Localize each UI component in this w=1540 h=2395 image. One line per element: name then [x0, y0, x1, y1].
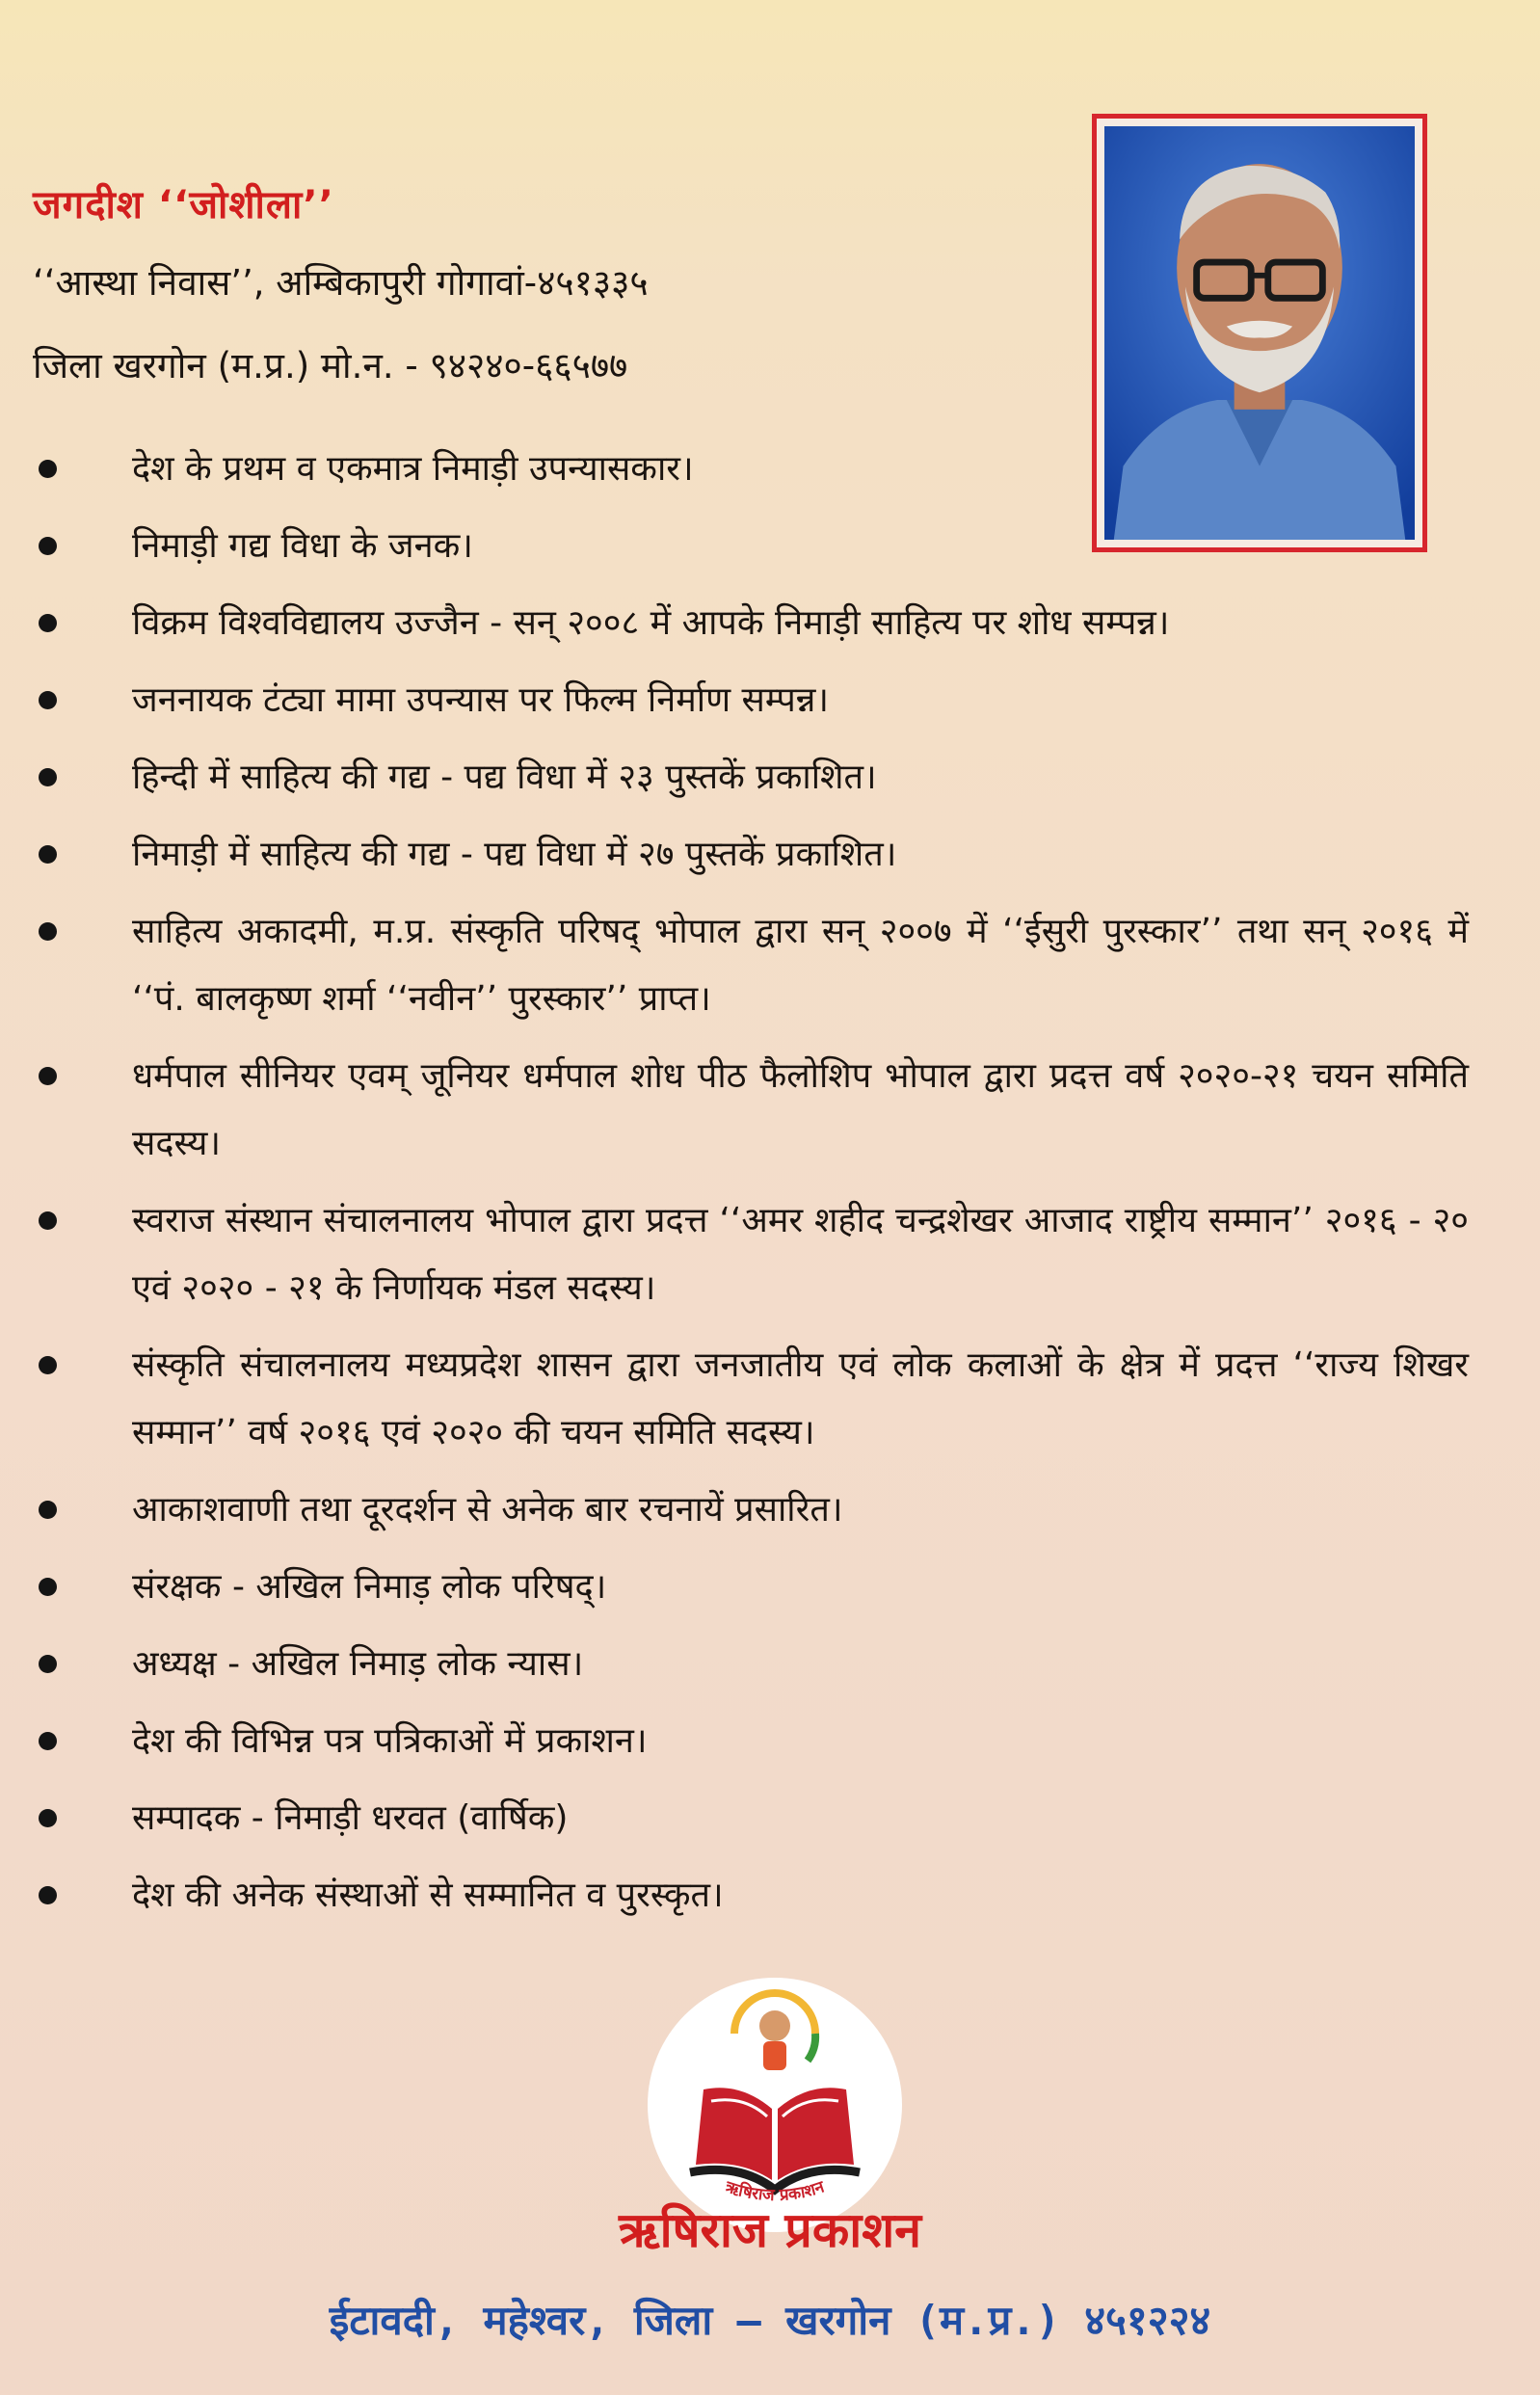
bullet-dot-icon	[39, 922, 57, 941]
achievements-list	[0, 436, 1540, 1939]
bullet-dot-icon	[39, 845, 57, 864]
publisher-name: ऋषिराज प्रकाशन	[619, 2201, 921, 2258]
bullet-dot-icon	[39, 614, 57, 632]
list-item-text: देश के प्रथम व एकमात्र निमाड़ी उपन्यासकार।	[132, 449, 694, 489]
bullet-dot-icon	[39, 1501, 57, 1519]
list-item-text: हिन्दी में साहित्य की गद्य - पद्य विधा में २३ पुस्तकें प्रकाशित।	[132, 758, 877, 797]
bullet-dot-icon	[39, 768, 57, 786]
list-item	[0, 1332, 1540, 1467]
list-item	[0, 590, 1540, 657]
list-item	[0, 898, 1540, 1033]
list-item-text: धर्मपाल सीनियर एवम् जूनियर धर्मपाल शोध पीठ फैलोशिप भोपाल द्वारा प्रदत्त वर्ष २०२०-२१ चयन समिति सदस्य।	[132, 1056, 1469, 1163]
bullet-dot-icon	[39, 1067, 57, 1085]
list-item	[0, 744, 1540, 812]
bullet-dot-icon	[39, 460, 57, 478]
list-item-text: देश की अनेक संस्थाओं से सम्मानित व पुरस्कृत।	[132, 1876, 724, 1915]
list-item-text: विक्रम विश्वविद्यालय उज्जैन - सन् २००८ में आपके निमाड़ी साहित्य पर शोध सम्पन्न।	[132, 603, 1170, 643]
list-item	[0, 1477, 1540, 1544]
bullet-dot-icon	[39, 1886, 57, 1904]
list-item-text: देश की विभिन्न पत्र पत्रिकाओं में प्रकाशन।	[132, 1721, 648, 1761]
list-item-text: संस्कृति संचालनालय मध्यप्रदेश शासन द्वारा जनजातीय एवं लोक कलाओं के क्षेत्र में प्रदत्त ‘‘राज्य शिखर सम्मान’’ वर्ष २०१६ एवं २०२० की चयन समिति सदस्य।	[132, 1345, 1469, 1452]
list-item-text: निमाड़ी गद्य विधा के जनक।	[132, 526, 473, 566]
publisher-address: ईटावदी, महेश्वर, जिला – खरगोन (म.प्र.) ४५१२२४	[329, 2297, 1211, 2344]
list-item	[0, 1785, 1540, 1852]
list-item-text: अध्यक्ष - अखिल निमाड़ लोक न्यास।	[132, 1644, 584, 1684]
list-item-text: साहित्य अकादमी, म.प्र. संस्कृति परिषद् भोपाल द्वारा सन् २००७ में ‘‘ईसुरी पुरस्कार’’ तथा सन् २०१६ में ‘‘पं. बालकृष्ण शर्मा ‘‘नवीन’’ पुरस्कार’’ प्राप्त।	[132, 912, 1469, 1019]
list-item	[0, 1043, 1540, 1178]
logo-text: ऋषिराज प्रकाशन	[723, 2177, 827, 2206]
list-item-text: संरक्षक - अखिल निमाड़ लोक परिषद्।	[132, 1567, 607, 1607]
bullet-dot-icon	[39, 1655, 57, 1673]
list-item	[0, 1187, 1540, 1322]
list-item	[0, 667, 1540, 734]
bullet-dot-icon	[39, 1732, 57, 1750]
list-item-text: जननायक टंट्या मामा उपन्यास पर फिल्म निर्माण सम्पन्न।	[132, 680, 829, 720]
bullet-dot-icon	[39, 1356, 57, 1374]
author-address-line-1: ‘‘आस्था निवास’’, अम्बिकापुरी गोगावां-४५१३३५	[33, 262, 649, 304]
list-item-text: आकाशवाणी तथा दूरदर्शन से अनेक बार रचनायें प्रसारित।	[132, 1490, 843, 1530]
list-item	[0, 1862, 1540, 1929]
list-item	[0, 436, 1540, 503]
bullet-dot-icon	[39, 1809, 57, 1827]
bullet-dot-icon	[39, 537, 57, 555]
author-name: जगदीश ‘‘जोशीला’’	[33, 183, 334, 227]
bullet-dot-icon	[39, 1211, 57, 1230]
author-address-line-2: जिला खरगोन (म.प्र.) मो.न. - ९४२४०-६६५७७	[33, 345, 628, 386]
list-item	[0, 1708, 1540, 1775]
bullet-dot-icon	[39, 1578, 57, 1596]
bullet-dot-icon	[39, 691, 57, 709]
list-item	[0, 821, 1540, 889]
list-item-text: सम्पादक - निमाड़ी धरवत (वार्षिक)	[132, 1798, 569, 1838]
list-item	[0, 1631, 1540, 1698]
list-item-text: स्वराज संस्थान संचालनालय भोपाल द्वारा प्रदत्त ‘‘अमर शहीद चन्द्रशेखर आजाद राष्ट्रीय सम्मान’’ २०१६ - २० एवं २०२० - २१ के निर्णायक मंडल सदस्य।	[132, 1201, 1469, 1308]
list-item-text: निमाड़ी में साहित्य की गद्य - पद्य विधा में २७ पुस्तकें प्रकाशित।	[132, 835, 897, 874]
list-item	[0, 513, 1540, 580]
list-item	[0, 1554, 1540, 1621]
